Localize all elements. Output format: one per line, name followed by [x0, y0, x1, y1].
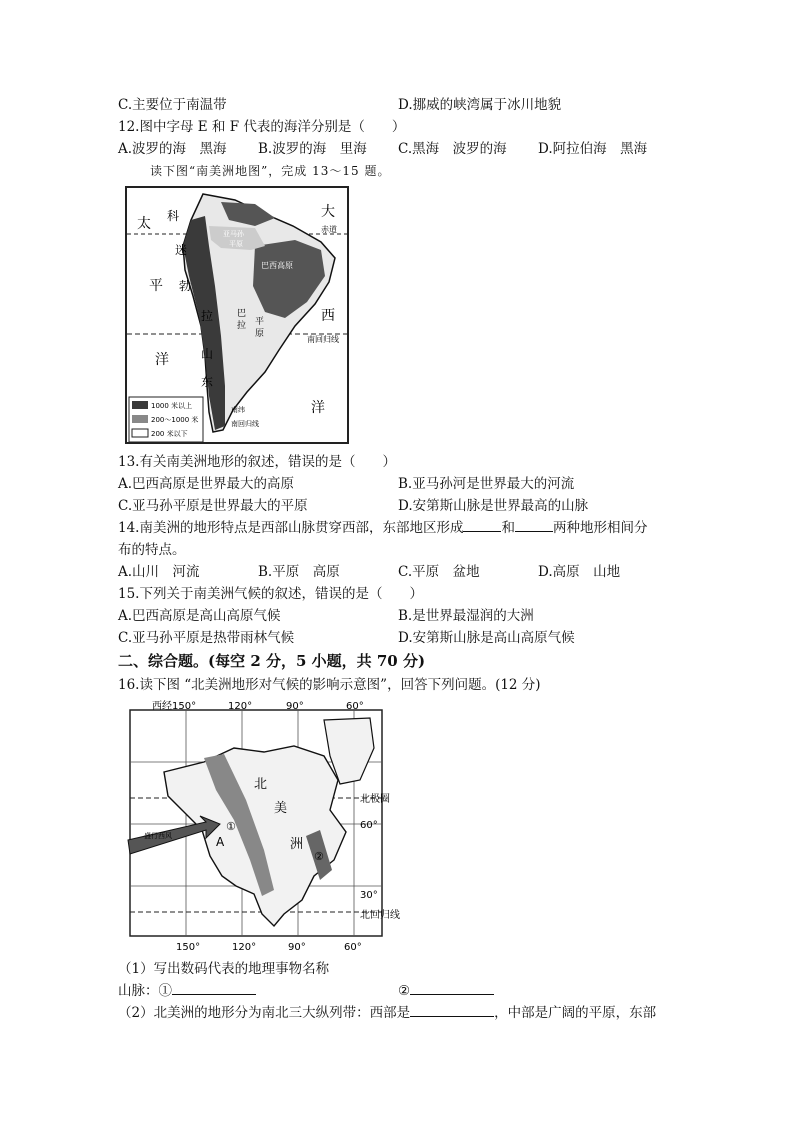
q16-blank-2[interactable] [410, 994, 494, 995]
q14-stem-a: 14.南美洲的地形特点是西部山脉贯穿西部，东部地区形成 [118, 520, 464, 536]
q16-blank-3[interactable] [410, 1016, 494, 1017]
lon-top-90: 90° [286, 701, 304, 712]
section-2-heading: 二、综合题。(每空 2 分，5 小题，共 70 分) [118, 652, 426, 670]
q16-sub2-b: ，中部是广阔的平原，东部 [494, 1005, 657, 1021]
q12-option-c: C.黑海 波罗的海 [398, 141, 507, 157]
label-tai: 太 [137, 216, 151, 232]
legend-swatch-low [132, 429, 148, 437]
label-lat-30: 30° [360, 890, 378, 901]
q14-blank-1[interactable] [463, 531, 501, 532]
q13-option-a: A.巴西高原是世界最大的高原 [118, 476, 295, 492]
q16-sub2 [118, 1004, 656, 1022]
q14-option-d: D.高原 山地 [538, 564, 621, 580]
label-A: A [216, 835, 225, 849]
legend-label-low: 200 米以下 [151, 430, 188, 438]
q14-stem-b: 和 [501, 520, 515, 536]
map-legend [129, 397, 203, 442]
legend-label-high: 1000 米以上 [151, 402, 193, 410]
q12-option-a: A.波罗的海 黑海 [118, 141, 227, 157]
q14-blank-2[interactable] [515, 531, 553, 532]
q16-stem: 16.读下图 “北美洲地形对气候的影响示意图”，回答下列问题。(12 分) [118, 677, 541, 693]
label-westerlies: 盛行西风 [144, 832, 172, 840]
lon-top-60: 60° [346, 701, 364, 712]
label-ping2: 平 [255, 317, 265, 327]
q16-sub2-a: （2）北美洲的地形分为南北三大纵列带：西部是 [118, 1005, 411, 1021]
q16-blank-1[interactable] [172, 994, 256, 995]
label-ping: 平 [149, 278, 163, 294]
q15-stem: 15.下列关于南美洲气候的叙述，错误的是（ ） [118, 586, 423, 602]
q11-option-c: C.主要位于南温带 [118, 97, 227, 113]
q15-option-d: D.安第斯山脉是高山高原气候 [398, 630, 575, 646]
q13-option-b: B.亚马孙河是世界最大的河流 [398, 476, 575, 492]
q14-option-a: A.山川 河流 [118, 564, 200, 580]
q16-sub1-answer-line [118, 982, 256, 1000]
label-shan: 山 [201, 347, 214, 361]
q14-stem-line2: 布的特点。 [118, 542, 186, 558]
q15-option-c: C.亚马孙平原是热带雨林气候 [118, 630, 295, 646]
label-ke: 科 [167, 209, 180, 223]
label-mei: 美 [274, 801, 288, 816]
q13-stem: 13.有关南美洲地形的叙述，错误的是（ ） [118, 454, 396, 470]
label-south2: 南回归线 [231, 420, 259, 428]
label-la2: 拉 [237, 321, 247, 331]
q14-option-c: C.平原 盆地 [398, 564, 480, 580]
label-bo: 勃 [179, 279, 192, 293]
sa-map-intro: 读下图“南美洲地图”，完成 13～15 题。 [150, 164, 391, 178]
label-circle-2: ② [314, 850, 324, 863]
q14-stem [118, 519, 647, 537]
label-xi: 西 [321, 308, 335, 324]
q14-option-b: B.平原 高原 [258, 564, 340, 580]
q15-option-a: A.巴西高原是高山高原气候 [118, 608, 281, 624]
q16-sub1-answer-line-2 [398, 982, 494, 1000]
label-yang: 洋 [155, 352, 169, 368]
label-tropic: 南回归线 [307, 335, 339, 344]
legend-swatch-high [132, 401, 148, 409]
label-yuan: 原 [255, 329, 265, 339]
lon-top-150: 西经150° [152, 701, 197, 712]
label-la: 拉 [201, 309, 214, 323]
label-dong: 东 [201, 375, 214, 389]
lon-bottom-120: 120° [232, 942, 257, 953]
label-ba: 巴 [237, 309, 247, 319]
q12-option-d: D.阿拉伯海 黑海 [538, 141, 648, 157]
q12-option-b: B.波罗的海 里海 [258, 141, 367, 157]
south-america-map [125, 186, 349, 444]
label-circle-1: ① [226, 820, 236, 833]
q16-sub1: （1）写出数码代表的地理事物名称 [118, 961, 330, 977]
q13-option-d: D.安第斯山脉是世界最高的山脉 [398, 498, 589, 514]
label-lat-60: 60° [360, 820, 378, 831]
q16-sub1-label-a: 山脉：① [118, 983, 172, 999]
q12-stem: 12.图中字母 E 和 F 代表的海洋分别是（ ） [118, 119, 406, 135]
label-chidao: 赤道 [321, 225, 337, 234]
label-yang2: 洋 [311, 400, 325, 416]
label-plateau: 巴西高原 [261, 261, 293, 270]
label-south1: 南纬 [231, 406, 245, 414]
legend-swatch-mid [132, 415, 148, 423]
legend-label-mid: 200～1000 米 [151, 416, 199, 424]
label-amazon1: 亚马孙 [223, 230, 244, 238]
q15-option-b: B.是世界最湿润的大洲 [398, 608, 534, 624]
lon-bottom-90: 90° [288, 942, 306, 953]
north-america-map [124, 700, 400, 956]
q16-sub1-label-b: ② [398, 983, 411, 999]
label-zhou: 洲 [290, 837, 304, 852]
q11-option-d: D.挪威的峡湾属于冰川地貌 [398, 97, 562, 113]
q14-stem-c: 两种地形相间分 [552, 520, 648, 536]
lon-bottom-150: 150° [176, 942, 201, 953]
lon-top-120: 120° [228, 701, 253, 712]
label-mi: 迷 [175, 243, 188, 257]
label-tropic-cancer: 北回归线 [360, 910, 400, 921]
lon-bottom-60: 60° [344, 942, 362, 953]
label-amazon2: 平原 [229, 240, 243, 248]
label-arctic-circle: 北极圈 [360, 794, 390, 805]
label-da: 大 [321, 204, 335, 220]
label-bei: 北 [254, 777, 268, 792]
q13-option-c: C.亚马孙平原是世界最大的平原 [118, 498, 308, 514]
